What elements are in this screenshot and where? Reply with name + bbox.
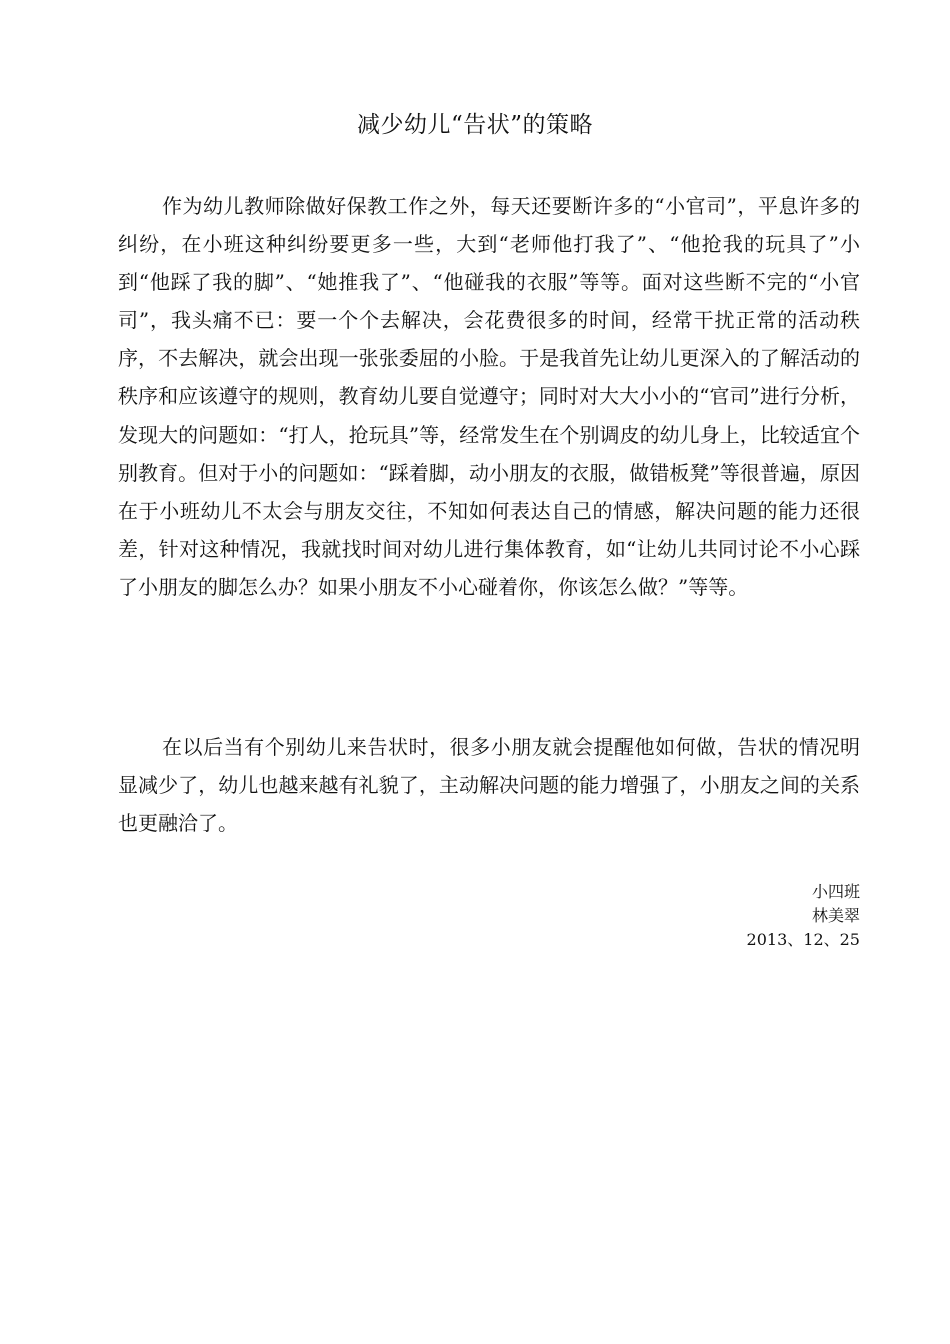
body-paragraph-1: 作为幼儿教师除做好保教工作之外，每天还要断许多的“小官司”，平息许多的纠纷，在小班这种纠纷要更多一些，大到“老师他打我了”、“他抢我的玩具了”小到“他踩了我的脚”、“她推我了”、“他碰我的衣服”等等。面对这些断不完的“小官司”，我头痛不已：要一个个去解决，会花费很多的时间，经常干扰正常的活动秩序，不去解决，就会出现一张张委屈的小脸。于是我首先让幼儿更深入的了解活动的秩序和应该遵守的规则，教育幼儿要自觉遵守；同时对大大小小的“官司”进行分析，发现大的问题如：“打人，抢玩具”等，经常发生在个别调皮的幼儿身上，比较适宜个别教育。但对于小的问题如：“踩着脚，动小朋友的衣服，做错板凳”等很普遍，原因在于小班幼儿不太会与朋友交往，不知如何表达自己的情感，解决问题的能力还很差，针对这种情况，我就找时间对幼儿进行集体教育，如“让幼儿共同讨论不小心踩了小朋友的脚怎么办？如果小朋友不小心碰着你，你该怎么做？”等等。 xyxy=(118,194,860,599)
document-title: 减少幼儿“告状”的策略 xyxy=(356,112,594,138)
signature-block xyxy=(747,880,860,952)
signature-class: 小四班 xyxy=(811,882,860,901)
body-paragraph-2: 在以后当有个别幼儿来告状时，很多小朋友就会提醒他如何做，告状的情况明显减少了，幼儿也越来越有礼貌了，主动解决问题的能力增强了，小朋友之间的关系也更融洽了。 xyxy=(118,735,860,836)
signature-date: 2013、12、25 xyxy=(746,930,860,949)
signature-author: 林美翠 xyxy=(811,906,860,925)
